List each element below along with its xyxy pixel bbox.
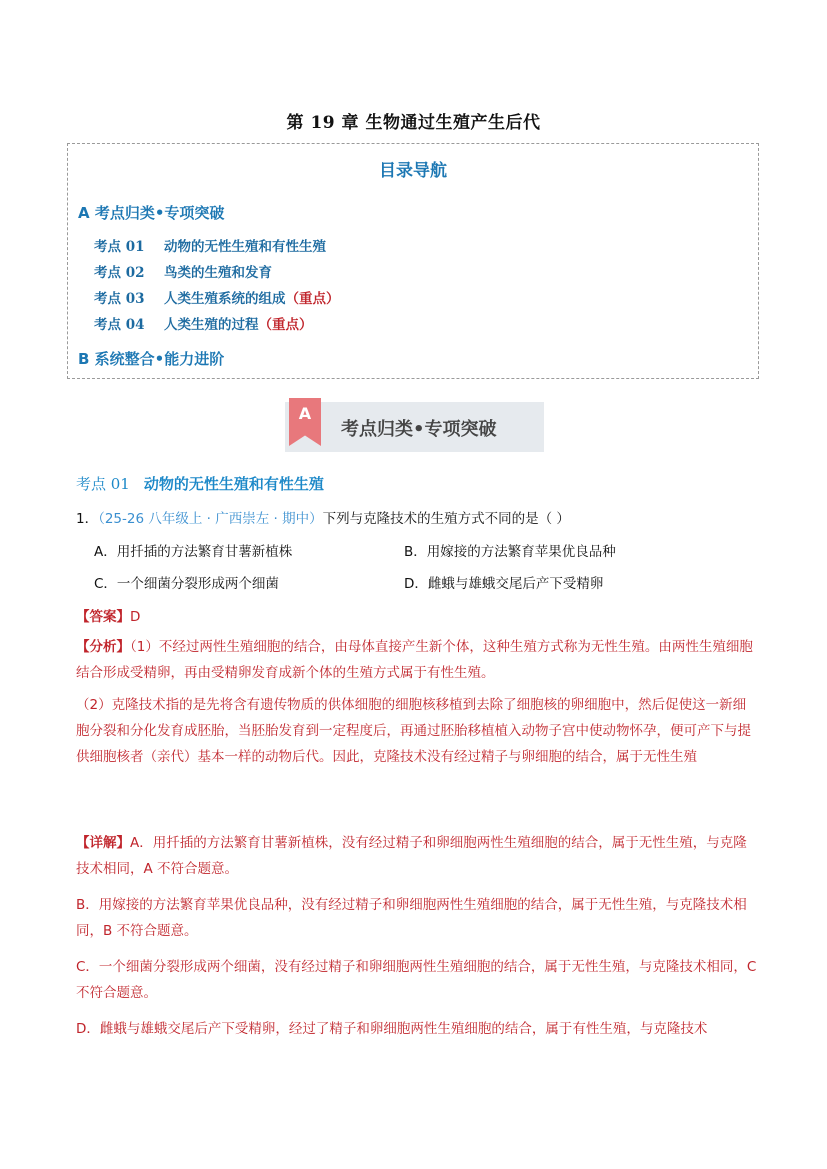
answer-value: D xyxy=(130,609,141,625)
section-label: 动物的无性生殖和有性生殖 xyxy=(143,475,324,493)
toc-section-a[interactable]: A 考点归类•专项突破 xyxy=(78,204,225,222)
toc-item-label: 鸟类的生殖和发育 xyxy=(164,265,272,281)
banner-text: 考点归类•专项突破 xyxy=(341,419,497,440)
toc-item-number: 考点 01 xyxy=(94,239,145,255)
option-b: B．用嫁接的方法繁育苹果优良品种 xyxy=(404,544,616,560)
detail-a: A．用扦插的方法繁育甘薯新植株，没有经过精子和卵细胞两性生殖细胞的结合，属于无性生殖，与克隆技术相同，A 不符合题意。 xyxy=(76,835,747,877)
section-title xyxy=(76,473,324,494)
section-number: 考点 01 xyxy=(76,475,130,493)
detail-tag: 【详解】 xyxy=(76,835,130,851)
question-stem-line xyxy=(76,507,570,527)
toc-item-label: 人类生殖的过程 xyxy=(164,317,259,333)
answer-tag: 【答案】 xyxy=(76,609,130,625)
toc-item-01[interactable] xyxy=(94,235,326,255)
toc-item-important: （重点） xyxy=(285,291,340,307)
section-banner xyxy=(285,402,544,452)
toc-item-number: 考点 03 xyxy=(94,291,145,307)
detail-paragraph-a xyxy=(76,830,758,882)
toc-heading: 目录导航 xyxy=(379,161,447,181)
toc-item-number: 考点 02 xyxy=(94,265,145,281)
analysis-p1: （1）不经过两性生殖细胞的结合，由母体直接产生新个体，这种生殖方式称为无性生殖。由两性生殖细胞结合形成受精卵，再由受精卵发育成新个体的生殖方式属于有性生殖。 xyxy=(76,639,753,681)
option-c: C．一个细菌分裂形成两个细菌 xyxy=(94,576,279,592)
analysis-block xyxy=(76,634,758,770)
chapter-title: 第 19 章 生物通过生殖产生后代 xyxy=(286,113,541,133)
analysis-paragraph-1 xyxy=(76,634,758,686)
toc-item-04[interactable] xyxy=(94,313,313,333)
detail-paragraph-d: D．雌蛾与雄蛾交尾后产下受精卵，经过了精子和卵细胞两性生殖细胞的结合，属于有性生殖，与克隆技术 xyxy=(76,1021,708,1037)
toc-section-b[interactable]: B 系统整合•能力进阶 xyxy=(78,350,225,368)
question-source: （25-26 八年级上 · 广西崇左 · 期中） xyxy=(98,511,323,527)
toc-item-important: （重点） xyxy=(258,317,313,333)
detail-paragraph-b: B．用嫁接的方法繁育苹果优良品种，没有经过精子和卵细胞两性生殖细胞的结合，属于无性生殖，与克隆技术相同，B 不符合题意。 xyxy=(76,897,747,939)
question-number: 1． xyxy=(76,511,99,527)
option-d: D．雌蛾与雄蛾交尾后产下受精卵 xyxy=(404,576,604,592)
toc-item-03[interactable] xyxy=(94,287,340,307)
analysis-tag: 【分析】 xyxy=(76,639,130,655)
toc-item-02[interactable] xyxy=(94,261,272,281)
banner-flag-letter: A xyxy=(298,404,312,423)
toc-item-number: 考点 04 xyxy=(94,317,145,333)
toc-item-label: 动物的无性生殖和有性生殖 xyxy=(164,239,326,255)
question-stem: 下列与克隆技术的生殖方式不同的是（ ） xyxy=(322,511,570,527)
toc-item-label: 人类生殖系统的组成 xyxy=(164,291,286,307)
table-of-contents xyxy=(67,143,759,379)
detail-paragraph-c: C．一个细菌分裂形成两个细菌，没有经过精子和卵细胞两性生殖细胞的结合，属于无性生殖，与克隆技术相同，C 不符合题意。 xyxy=(76,959,757,1001)
answer-line xyxy=(76,605,140,625)
option-a: A．用扦插的方法繁育甘薯新植株 xyxy=(94,544,293,560)
detail-block xyxy=(76,830,758,1042)
analysis-paragraph-2: （2）克隆技术指的是先将含有遗传物质的供体细胞的细胞核移植到去除了细胞核的卵细胞中，然后促使这一新细胞分裂和分化发育成胚胎，当胚胎发育到一定程度后，再通过胚胎移植植入动物子宫中使动物怀孕，便可产下与提供细胞核者（亲代）基本一样的动物后代。因此，克隆技术没有经过精子与卵细胞的结合，属于无性生殖 xyxy=(76,697,751,765)
